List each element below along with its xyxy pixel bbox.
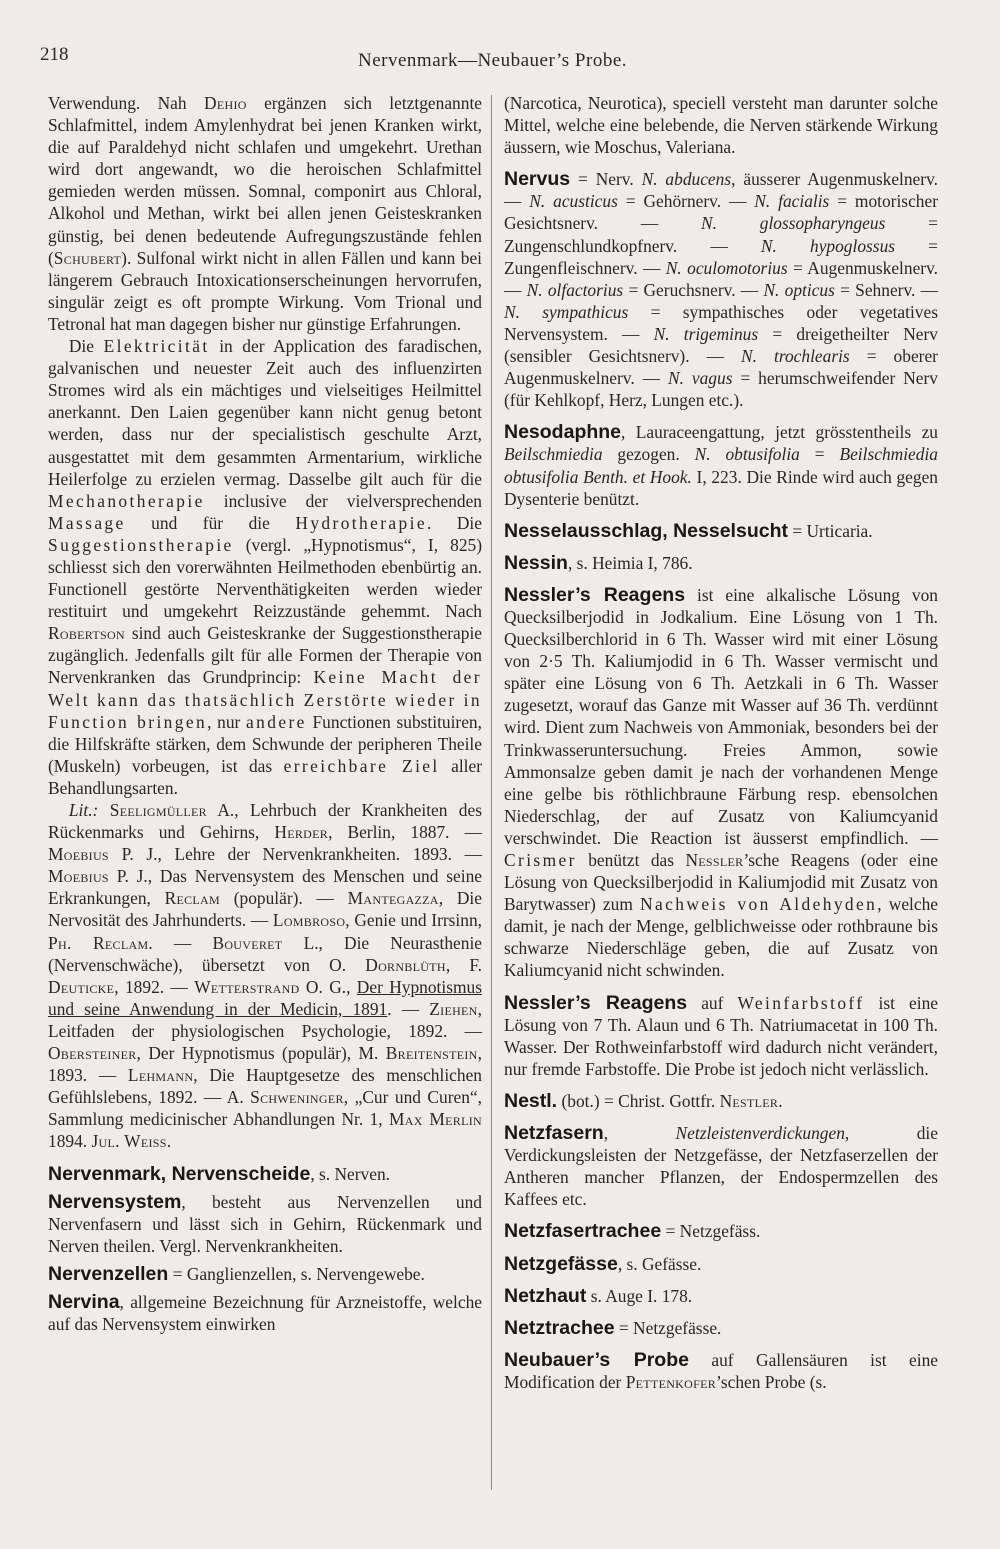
literature-list: Lit.: Seeligmüller A., Lehrbuch der Krankheiten des Rückenmarks und Gehirns, Herder, Berlin, 1887. — Moebius P. J., Lehre der Nervenkrankheiten. 1893. — Moebius P. J., Das Nervensystem des Menschen und seine Erkrankungen, Reclam (populär). — Mantegazza, Die Nervosität des Jahrhunderts. — Lombroso, Genie und Irrsinn, Ph. Reclam. — Bouveret L., Die Neurasthenie (Nervenschwäche), übersetzt von O. Dornblüth, F. Deuticke, 1892. — Wetterstrand O. G., Der Hypnotismus und seine Anwendung in der Medicin, 1891. — Ziehen, Leitfaden der physiologischen Psychologie, 1892. — Obersteiner, Der Hypnotismus (populär), M. Breitenstein, 1893. — Lehmann, Die Hauptgesetze des menschlichen Gefühlslebens, 1892. — A. Schweninger, „Cur und Curen“, Sammlung medicinischer Abhandlungen Nr. 1, Max Merlin 1894. Jul. Weiss. [48,800,483,1152]
entry-nervensystem: Nervensystem, besteht aus Nervenzellen und Nervenfasern und lässt sich in Gehirn, Rückenmark und Nerven theilen. Vergl. Nervenkrankheiten. [48,1190,482,1256]
small-caps-name: Nessler [685,850,744,870]
entry-netzhaut: Netzhaut s. Auge I. 178. [504,1284,693,1307]
italic-term: N. trochlearis [741,346,850,367]
small-caps-name: Dornblüth [365,954,446,975]
headword: Nesodaphne [504,421,622,444]
spaced-emphasis: Mechanotherapie [48,490,205,511]
entry-nervus: Nervus = Nerv. N. abducens, äusserer Augenmuskelnerv. — N. acusticus = Gehörnerv. — N. facialis = motorischer Gesichtsnerv. — N. glossopharyngeus = Zungenschlundkopfnerv. — N. hypoglossus = Zungenfleischnerv. — N. oculomotorius = Augenmuskelnerv. — N. olfactorius = Geruchsnerv. — N. opticus = Sehnerv. — N. sympathicus = sympathisches oder vegetatives Nervensystem. — N. trigeminus = dreigetheilter Nerv (sensibler Gesichtsnerv). — N. trochlearis = oberer Augenmuskelnerv. — N. vagus = herumschweifender Nerv (für Kehlkopf, Herz, Lungen etc.). [504,168,939,411]
spaced-emphasis: erreichbare Ziel [283,755,440,776]
small-caps-name: Schubert [53,247,122,268]
right-column [504,92,938,1393]
small-caps-name: Schweninger [250,1087,344,1108]
headword: Nessler’s Reagens [504,583,686,606]
italic-term: N. acusticus [529,191,618,212]
spaced-emphasis: Weinfarbstoff [737,992,865,1013]
italic-term: N. obtusifolia [694,444,800,465]
entry-nesodaphne: Nesodaphne, Lauraceengattung, jetzt grösstentheils zu Beilschmiedia gezogen. N. obtusifolia = Beilschmiedia obtusifolia Benth. et Hook. I, 223. Die Rinde wird auch gegen Dysenterie benützt. [504,421,938,509]
headword: Nessler’s Reagens [504,991,688,1014]
italic-term: Netzleistenverdickungen [675,1123,845,1144]
running-head: Nervenmark—Neubauer’s Probe. [358,50,628,71]
entry-nestl: Nestl. (bot.) = Christ. Gottfr. Nestler. [504,1089,783,1112]
italic-term: Beilschmiedia [504,444,603,465]
small-caps-name: Lehmann [127,1065,194,1086]
italic-term: N. vagus [668,368,733,389]
spaced-emphasis: andere [246,711,307,732]
italic-term: N. trigeminus [653,323,759,344]
headword: Nervina [48,1290,120,1313]
entry-netzfasertrachee: Netzfasertrachee = Netzgefäss. [504,1220,761,1243]
headword: Nervensystem [48,1190,182,1213]
headword: Nervenzellen [48,1262,169,1285]
small-caps-name: Moebius [48,844,109,865]
headword: Nervus [504,168,571,191]
small-caps-name: Ph. Reclam [48,932,149,953]
italic-term: N. hypoglossus [760,235,896,256]
small-caps-name: Pettenkofer [625,1371,717,1392]
headword: Netzgefässe [504,1252,618,1275]
entry-nesslers-reagens: Nessler’s Reagens ist eine alkalische Lösung von Quecksilberjodid in Jodkalium. Eine Lösung von 1 Th. Quecksilberchlorid in 6 Th. Wasser wird mit einer Lösung von 2·5 Th. Kaliumjodid in 6 Th. Wasser vermischt und später eine Lösung von 6 Th. Aetzkali in 6 Th. Wasser zugesetzt, worauf das Ganze mit Wasser auf 36 Th. verdünnt wird. Dient zum Nachweis von Ammoniak, besonders bei der Trinkwasseruntersuchung. Freies Ammon, sowie Ammonsalze geben damit je nach der vorhandenen Menge eine gelbe bis röthlichbraune Färbung resp. ebensolchen Niederschlag, der auf Zusatz von Kaliumcyanid verschwindet. Die Reaction ist äusserst empfindlich. — Crismer benützt das Nessler’sche Reagens (oder eine Lösung von Quecksilberjodid in Kaliumjodid mit Zusatz von Barytwasser) zum Nachweis von Aldehyden, welche damit, je nach der Menge, gelblichweisse oder rothbraune bis schwarze Niederschläge geben, die auf Zusatz von Kaliumcyanid nicht schwinden. [504,583,939,981]
headword: Netzhaut [504,1284,587,1307]
small-caps-name: Mantegazza [347,888,439,909]
italic-term: Beilschmiedia obtusifolia Benth. et Hook. [504,444,938,487]
spaced-emphasis: Nachweis von Aldehyden [640,894,878,915]
headword: Netzfasertrachee [504,1220,662,1243]
spaced-emphasis: Hydrotherapie [295,512,427,533]
entry-nervenmark: Nervenmark, Nervenscheide, s. Nerven. [48,1162,390,1185]
headword: Nesselausschlag, Nesselsucht [504,519,788,542]
small-caps-name: Bouveret [212,932,283,953]
entry-nervina: Nervina, allgemeine Bezeichnung für Arzneistoffe, welche auf das Nervensystem einwirken [48,1290,482,1335]
small-caps-name: Lombroso [272,910,346,931]
italic-term: N. olfactorius [526,279,624,300]
small-caps-name: Deuticke [48,976,115,997]
column-divider [491,95,492,1490]
italic-term: N. opticus [763,279,835,300]
entry-nessin: Nessin, s. Heimia I, 786. [504,551,693,574]
small-caps-name: Jul. Weiss [91,1131,167,1152]
entry-netzfasern: Netzfasern, Netzleistenverdickungen, die Verdickungsleisten der Netzgefässe, der Netzfaserzellen der Antheren mancher Pflanzen, der Endospermzellen des Kaffees etc. [504,1122,938,1210]
spaced-emphasis: Crismer [504,850,577,870]
headword: Nervenmark, Nervenscheide [48,1162,311,1185]
entry-nervenzellen: Nervenzellen = Ganglienzellen, s. Nervengewebe. [48,1262,425,1285]
headword: Nessin [504,551,568,574]
small-caps-name: Herder [274,822,329,843]
spaced-emphasis: Suggestionstherapie [48,534,234,555]
spaced-emphasis: Keine Macht der Welt kann das thatsächlich Zerstörte wieder in Function bringen [48,667,482,732]
entry-neubauers-probe: Neubauer’s Probe auf Gallensäuren ist eine Modification der Pettenkofer’schen Probe (s. [504,1348,939,1392]
entry-nesselausschlag: Nesselausschlag, Nesselsucht = Urticaria. [504,519,873,542]
entry-nesslers-reagens-weinfarbstoff: Nessler’s Reagens auf Weinfarbstoff ist eine Lösung von 7 Th. Alaun und 6 Th. Natriumacetat in 100 Th. Wasser. Der Rothweinfarbstoff wird dadurch nicht verändert, nur fremde Farbstoffe. Die Probe ist jedoch nicht verlässlich. [504,991,939,1079]
underlined-title: Der Hypnotismus und seine Anwendung in der Medicin, 1891 [48,976,482,1019]
entry-netztrachee: Netztrachee = Netzgefässe. [504,1316,722,1339]
italic-term: N. glossopharyngeus [701,213,886,234]
small-caps-name: Wetterstrand [194,976,300,997]
headword: Nestl. [504,1089,558,1112]
small-caps-name: Obersteiner [48,1043,137,1064]
small-caps-name: Dehio [203,93,247,113]
italic-term: N. oculomotorius [665,257,788,278]
small-caps-name: Moebius [48,866,109,887]
spaced-emphasis: Massage [48,512,126,533]
paragraph-electricity: Die Elektricität in der Application des faradischen, galvanischen und neuester Zeit auch des influenzirten Stromes wird als ein mächtiges und vielseitiges Heilmittel anerkannt. Den Laien gegenüber kann nicht genug betont werden, dass nur der specialistisch geschulte Arzt, ausgestattet mit dem gesammten Armentarium, wirkliche Heilerfolge zu erzielen vermag. Dasselbe gilt auch für die Mechanotherapie inclusive der vielversprechenden Massage und für die Hydrotherapie. Die Suggestionstherapie (vergl. „Hypnotismus“, I, 825) schliesst sich den vorerwähnten Heilmethoden ebenbürtig an. Functionell gestörte Nerventhätigkeiten werden wieder restituirt und umgekehrt Reizzustände gehemmt. Nach Robertson sind auch Geisteskranke der Suggestionstherapie zugänglich. Jedenfalls gilt für alle Formen der Therapie von Nervenkranken das Grundprincip: Keine Macht der Welt kann das thatsächlich Zerstörte wieder in Function bringen, nur andere Functionen substituiren, die Hilfskräfte stärken, dem Schwunde der peripheren Theile (Muskeln) vorbeugen, ist das erreichbare Ziel aller Behandlungsarten. [48,336,482,798]
italic-term: Lit.: [68,800,99,820]
small-caps-name: Robertson [48,623,125,644]
small-caps-name: Seeligmüller [109,800,207,820]
page-number: 218 [40,44,69,65]
small-caps-name: Reclam [164,888,220,909]
paragraph-therapy-sleep: Verwendung. Nah Dehio ergänzen sich letztgenannte Schlafmittel, indem Amylenhydrat bei jenen Kranken wirkt, die auf Paraldehyd nicht schlafen und umgekehrt. Urethan wird dort angewandt, wo die heroischen Schlafmittel gemieden werden müssen. Somnal, componirt aus Chloral, Alkohol und Methan, wirkt bei allen jenen Geisteskranken günstig, bei denen bedeutende Aufregungszustände fehlen (Schubert). Sulfonal wirkt nicht in allen Fällen und kann bei längerem Gebrauch Intoxicationserscheinungen hervorrufen, singulär zeigt es oft prompte Wirkung. Vom Trional und Tetronal hat man dagegen bisher nur günstige Erfahrungen. [48,93,482,334]
italic-term: N. abducens [641,169,732,190]
left-column [48,92,482,1335]
small-caps-name: Ziehen [429,998,478,1019]
spaced-emphasis: Elektricität [103,336,210,357]
italic-term: N. facialis [754,191,830,212]
headword: Netzfasern [504,1122,604,1145]
small-caps-name: Breitenstein [385,1043,478,1064]
italic-term: N. sympathicus [504,301,629,322]
small-caps-name: Nestler [719,1090,779,1111]
entry-nervina-continued: (Narcotica, Neurotica), speciell versteht man darunter solche Mittel, welche eine belebende, die Nerven stärkende Wirkung äussern, wie Moschus, Valeriana. [504,93,938,158]
small-caps-name: Max Merlin [389,1109,482,1130]
headword: Neubauer’s Probe [504,1348,689,1371]
headword: Netztrachee [504,1316,615,1339]
entry-netzgefaesse: Netzgefässe, s. Gefässe. [504,1252,702,1275]
